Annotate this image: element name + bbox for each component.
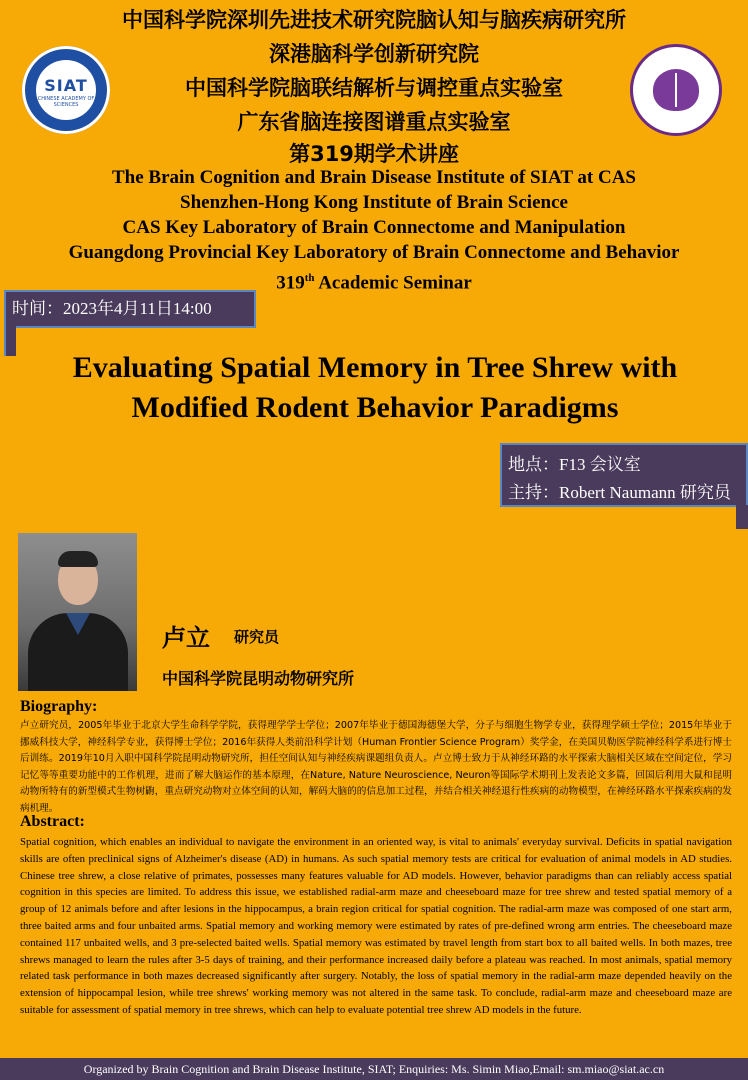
header-cn-line-3: 中国科学院脑联结解析与调控重点实验室 [185, 76, 563, 100]
abstract-text: Spatial cognition, which enables an individual to navigate the environment in an oriented way, is vital to animals' everyday survival. Deficits in spatial navigation skills are often preclinical signs of Alzheimer's disease (AD) in humans. As such spatial memory tests are critical for evaluation of animal models in AD studies. Chinese tree shrew, a close relative of primates, possesses many features valuable for AD models. However, behavior paradigms than can reliably access spatial cognition in this species are limited. To address this issue, we established radial-arm maze and cheeseboard maze for tree shrew and tested spatial memory of a group of 12 animals before and after lesions in the hippocampus, a brain region critical for spatial cognition. The radial-arm maze was composed of one start arm, three baited arms and four unbaited arms. Spatial memory and working memory were estimated by rates of pre-defined wrong arm entries. The cheeseboard maze contained 117 unbaited wells, and 3 pre-selected baited wells. Spatial memory was estimated by travel length from start box to all baited wells. In both mazes, tree shrews managed to learn the rules after 3-5 days of training, and their performance increased daily before a plateau was reached. In most animals, spatial memory related task performance in both mazes decreased significantly after surgery. Notably, the loss of spatial memory in the radial-arm maze depended heavily on the extension of hippocampal lesion, while tree shrews' working memory was not altered in the same task. To conclude, radial-arm maze and cheeseboard maze are suitable for assessment of spatial memory in tree shrews, which can help to evaluate potential tree shrew AD models in the future. [20, 836, 732, 1016]
siat-logo-subtext: CHINESE ACADEMY OF SCIENCES [37, 96, 95, 108]
header-cn-seminar: 第319期学术讲座 [289, 142, 459, 166]
speaker-photo-hair [58, 551, 98, 567]
seminar-suffix: th [304, 272, 315, 284]
brain-icon [653, 69, 699, 111]
header-cn-line-2: 深港脑科学创新研究院 [269, 42, 479, 66]
siat-logo-text: SIAT [44, 76, 88, 95]
speaker-rank: 研究员 [234, 628, 280, 646]
time-bar: 时间：2023年4月11日14:00 [4, 290, 256, 328]
location-host-bar [500, 443, 748, 507]
header-en-line-4: Guangdong Provincial Key Laboratory of Brain Connectome and Behavior [68, 242, 680, 263]
siat-logo [22, 46, 110, 134]
header-en-line-3: CAS Key Laboratory of Brain Connectome and Manipulation [122, 217, 626, 238]
seminar-number: 319 [276, 272, 305, 294]
header-en-line-1: The Brain Cognition and Brain Disease Institute of SIAT at CAS [112, 167, 636, 188]
header-cn-line-4: 广东省脑连接图谱重点实验室 [237, 110, 511, 134]
host-text: 主持：Robert Naumann 研究员 [508, 483, 731, 502]
speaker-name: 卢立 [162, 624, 210, 652]
talk-title [20, 348, 730, 428]
talk-title-line-1: Evaluating Spatial Memory in Tree Shrew with [72, 351, 678, 384]
location-bar-tail [736, 505, 748, 529]
abstract-heading: Abstract: [20, 813, 85, 830]
biography-heading: Biography: [20, 698, 98, 715]
header-cn-line-1: 中国科学院深圳先进技术研究院脑认知与脑疾病研究所 [122, 8, 626, 32]
speaker-photo [18, 533, 137, 691]
footer-bar: Organized by Brain Cognition and Brain Disease Institute, SIAT; Enquiries: Ms. Simin Miao,Email: sm.miao@siat.ac.cn [0, 1058, 748, 1080]
header-en-line-2: Shenzhen-Hong Kong Institute of Brain Science [180, 192, 568, 213]
talk-title-line-2: Modified Rodent Behavior Paradigms [131, 391, 619, 424]
location-text: 地点：F13 会议室 [508, 455, 641, 474]
speaker-affiliation: 中国科学院昆明动物研究所 [162, 669, 355, 688]
seminar-label: Academic Seminar [314, 272, 472, 294]
biography-text: 卢立研究员，2005年毕业于北京大学生命科学学院，获得理学学士学位；2007年毕业于德国海德堡大学，分子与细胞生物学专业，获得理学硕士学位；2015年毕业于挪威科技大学，神经科学专业，获得博士学位；2016年获得人类前沿科学计划（Human Frontier Science Program）奖学金，在美国贝勒医学院神经科学系进行博士后训练。2019年10月入职中国科学院昆明动物研究所，担任空间认知与神经疾病课题组负责人。卢立博士致力于从神经环路的水平探索大脑相关区域在空间定位，学习记忆等等重要功能中的工作机理，进而了解大脑运作的基本原理，在Nature, Nature Neuroscience, Neuron等国际学术期刊上发表论文多篇，回国后利用大鼠和昆明动物所特有的新型模式生物树鼩，重点研究动物对立体空间的认知，解码大脑的的信息加工过程，并结合相关神经退行性疾病的动物模型，在神经环路水平探索疾病的发病机理。 [20, 720, 732, 814]
brain-institute-logo [630, 44, 722, 136]
time-bar-tail [4, 326, 16, 356]
